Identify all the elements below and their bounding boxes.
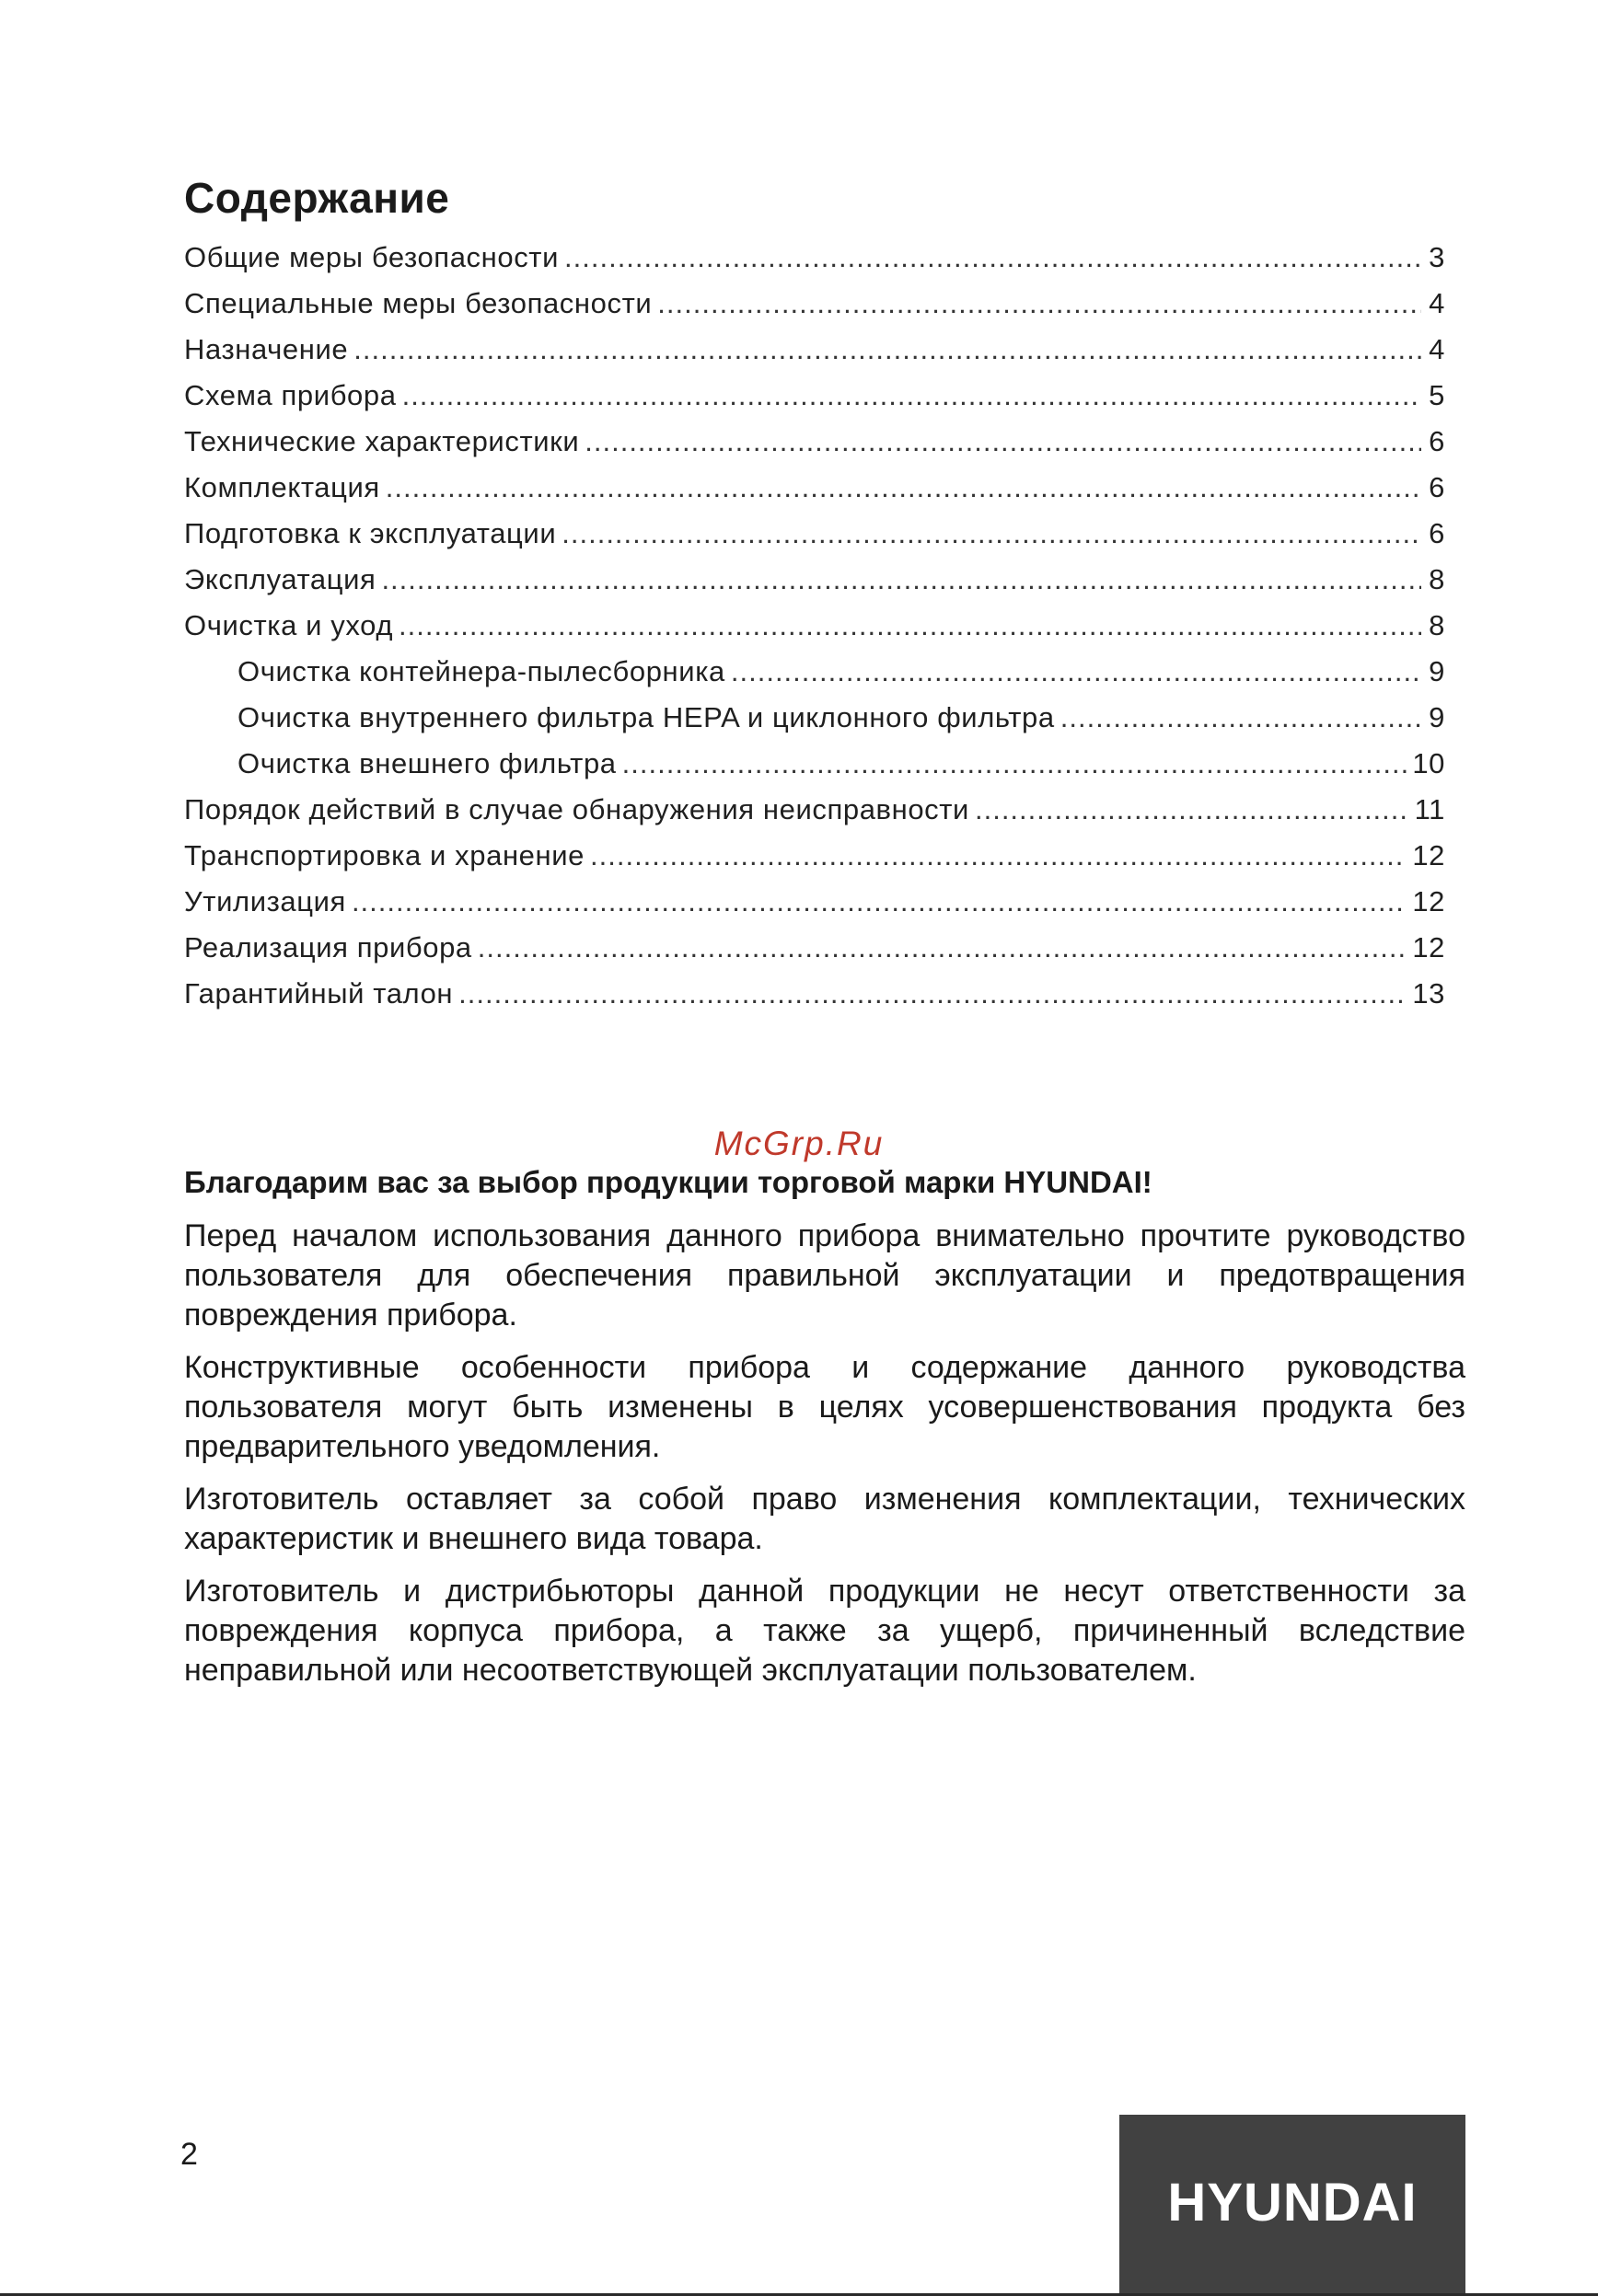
toc-dot-leader <box>562 517 1421 550</box>
toc-item-label: Очистка контейнера-пылесборника <box>237 655 725 687</box>
toc-item-page: 9 <box>1429 701 1445 733</box>
toc-dot-leader <box>585 425 1421 458</box>
toc-subitem[interactable] <box>184 701 1445 747</box>
toc-subitem[interactable] <box>184 655 1445 701</box>
toc-dot-leader <box>975 793 1409 826</box>
toc-item[interactable] <box>184 885 1445 931</box>
intro-paragraph: Изготовитель оставляет за собой право изменения комплектации, технических характеристик и внешнего вида товара. <box>184 1482 1465 1556</box>
toc-item[interactable] <box>184 563 1445 609</box>
toc-item-label: Очистка и уход <box>184 609 394 641</box>
thanks-heading: Благодарим вас за выбор продукции торговой марки HYUNDAI! <box>184 1165 1152 1199</box>
toc-item-label: Гарантийный талон <box>184 977 454 1010</box>
toc-item-label: Комплектация <box>184 471 380 503</box>
toc-item-page: 12 <box>1412 931 1445 963</box>
toc-dot-leader <box>399 609 1421 642</box>
toc-item[interactable] <box>184 471 1445 517</box>
toc-dot-leader <box>353 333 1421 366</box>
watermark: McGrp.Ru <box>713 1125 885 1162</box>
toc-item[interactable] <box>184 793 1445 839</box>
toc-item[interactable] <box>184 241 1445 287</box>
toc-dot-leader <box>1060 701 1421 734</box>
toc-item-page: 6 <box>1429 471 1445 503</box>
toc-item-page: 6 <box>1429 425 1445 457</box>
toc-dot-leader <box>657 287 1421 320</box>
intro-paragraph: Перед началом использования данного прибора внимательно прочтите руководство пользователя для обеспечения правильной эксплуатации и предотвращения повреждения прибора. <box>184 1218 1465 1333</box>
toc-item-label: Реализация прибора <box>184 931 472 963</box>
toc-item-label: Назначение <box>184 333 349 365</box>
toc-item-label: Очистка внутреннего фильтра HEPA и циклонного фильтра <box>237 701 1055 733</box>
toc-item-label: Очистка внешнего фильтра <box>237 747 617 779</box>
toc-item[interactable] <box>184 425 1445 471</box>
toc-item-label: Утилизация <box>184 885 346 917</box>
page-number: 2 <box>180 2137 198 2172</box>
toc-dot-leader <box>381 563 1421 596</box>
toc-item-label: Схема прибора <box>184 379 397 411</box>
toc-dot-leader <box>352 885 1407 918</box>
toc-dot-leader <box>386 471 1421 504</box>
toc-dot-leader <box>622 747 1407 780</box>
toc-item-page: 10 <box>1412 747 1445 779</box>
toc-item-label: Транспортировка и хранение <box>184 839 585 871</box>
toc-item-label: Порядок действий в случае обнаружения неисправности <box>184 793 969 825</box>
brand-logo: HYUNDAI <box>1167 2173 1418 2233</box>
toc-item-label: Эксплуатация <box>184 563 376 595</box>
toc-dot-leader <box>590 839 1407 872</box>
toc-item[interactable] <box>184 333 1445 379</box>
intro-text <box>184 1217 1465 1703</box>
toc-dot-leader <box>478 931 1407 964</box>
toc-item[interactable] <box>184 517 1445 563</box>
toc-item-label: Технические характеристики <box>184 425 580 457</box>
toc-item-page: 5 <box>1429 379 1445 411</box>
toc-subitem[interactable] <box>184 747 1445 793</box>
toc-item-label: Общие меры безопасности <box>184 241 560 273</box>
toc-item-label: Специальные меры безопасности <box>184 287 653 319</box>
toc-title: Содержание <box>184 174 450 222</box>
toc-dot-leader <box>564 241 1421 274</box>
toc-item-page: 12 <box>1412 839 1445 871</box>
table-of-contents <box>184 241 1445 1023</box>
toc-item[interactable] <box>184 839 1445 885</box>
toc-item[interactable] <box>184 977 1445 1023</box>
toc-item[interactable] <box>184 609 1445 655</box>
toc-item-page: 4 <box>1429 287 1445 319</box>
intro-paragraph: Изготовитель и дистрибьюторы данной продукции не несут ответственности за повреждения корпуса прибора, а также за ущерб, причиненный вследствие неправильной или несоответствующей эксплуатации пользователем. <box>184 1574 1465 1688</box>
toc-dot-leader <box>731 655 1421 688</box>
toc-item-page: 4 <box>1429 333 1445 365</box>
brand-logo-block <box>1119 2115 1465 2296</box>
toc-item-page: 9 <box>1429 655 1445 687</box>
intro-paragraph: Конструктивные особенности прибора и содержание данного руководства пользователя могут быть изменены в целях усовершенствования продукта без предварительного уведомления. <box>184 1350 1465 1464</box>
toc-item-page: 11 <box>1414 793 1445 825</box>
toc-dot-leader <box>402 379 1421 412</box>
toc-item-page: 13 <box>1412 977 1445 1010</box>
toc-item-page: 8 <box>1429 563 1445 595</box>
toc-item-label: Подготовка к эксплуатации <box>184 517 557 549</box>
toc-item[interactable] <box>184 287 1445 333</box>
toc-dot-leader <box>458 977 1407 1010</box>
toc-item-page: 6 <box>1429 517 1445 549</box>
toc-item[interactable] <box>184 931 1445 977</box>
toc-item-page: 12 <box>1412 885 1445 917</box>
toc-item-page: 3 <box>1429 241 1445 273</box>
toc-item-page: 8 <box>1429 609 1445 641</box>
toc-item[interactable] <box>184 379 1445 425</box>
